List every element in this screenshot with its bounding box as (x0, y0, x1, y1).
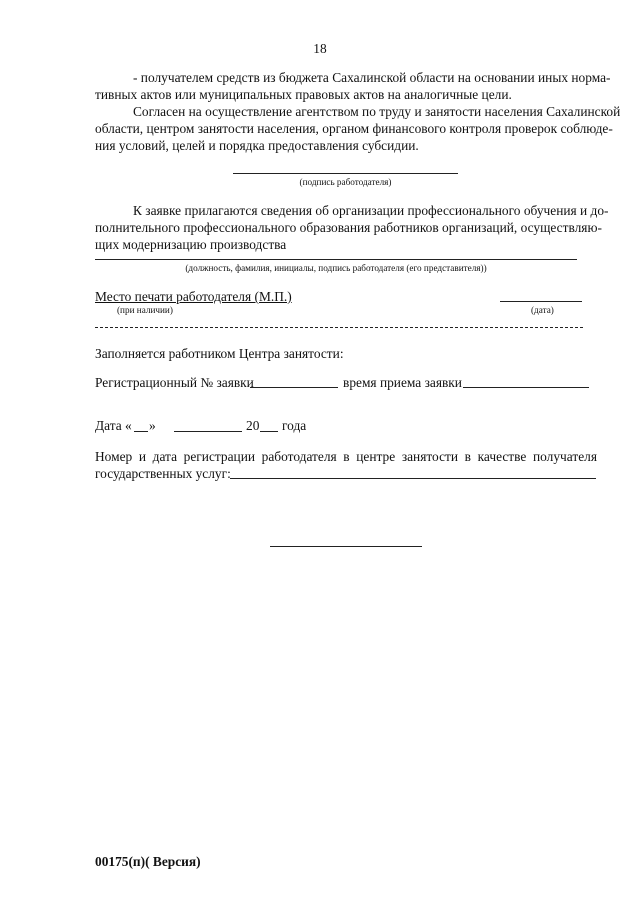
date-month-line (174, 431, 242, 432)
date-prefix: Дата « (95, 418, 132, 433)
representative-signature-line (95, 259, 577, 260)
stamp-note: (при наличии) (117, 305, 173, 315)
para1-line2: тивных актов или муниципальных правовых актов на аналогичные цели. (95, 87, 512, 102)
date-suffix: года (282, 418, 307, 433)
employer-signature-line (233, 173, 458, 174)
para2-line3: ния условий, целей и порядка предоставления субсидии. (95, 138, 419, 153)
date-signature-line (500, 301, 582, 302)
para3-line3: щих модернизацию производства (95, 237, 287, 252)
date-quote-close: » (149, 418, 156, 433)
para3-line1: К заявке прилагаются сведения об организации профессионального обучения и до- (133, 203, 609, 218)
center-heading: Заполняется работником Центра занятости: (95, 346, 344, 361)
registration-center-line2: государственных услуг: (95, 466, 231, 481)
date-caption: (дата) (531, 305, 554, 315)
reception-time-label: время приема заявки (343, 375, 462, 390)
registration-center-line1: Номер и дата регистрации работодателя в центре занятости в качестве получателя (95, 449, 597, 464)
page-number: 18 (313, 41, 327, 56)
representative-caption: (должность, фамилия, инициалы, подпись работодателя (его представителя)) (185, 263, 487, 273)
date-year-prefix: 20 (246, 418, 260, 433)
date-year-line (260, 431, 278, 432)
registration-number-label: Регистрационный № заявки (95, 375, 254, 390)
employer-signature-caption: (подпись работодателя) (299, 177, 392, 187)
para1-line1: - получателем средств из бюджета Сахалинской области на основании иных норма- (133, 70, 611, 85)
registration-number-line (250, 387, 338, 388)
para3-line2: полнительного профессионального образования работников организаций, осуществляю- (95, 220, 602, 235)
para2-line1: Согласен на осуществление агентством по труду и занятости населения Сахалинской (133, 104, 621, 119)
separator-line (95, 327, 583, 328)
para2-line2: области, центром занятости населения, органом финансового контроля проверок соблюде- (95, 121, 613, 136)
end-of-document-line (270, 546, 422, 547)
date-day-line (134, 431, 148, 432)
reception-time-line (463, 387, 589, 388)
footer-code: 00175(п)( Версия) (95, 854, 201, 869)
registration-center-line (230, 478, 596, 479)
stamp-label: Место печати работодателя (М.П.) (95, 289, 292, 304)
